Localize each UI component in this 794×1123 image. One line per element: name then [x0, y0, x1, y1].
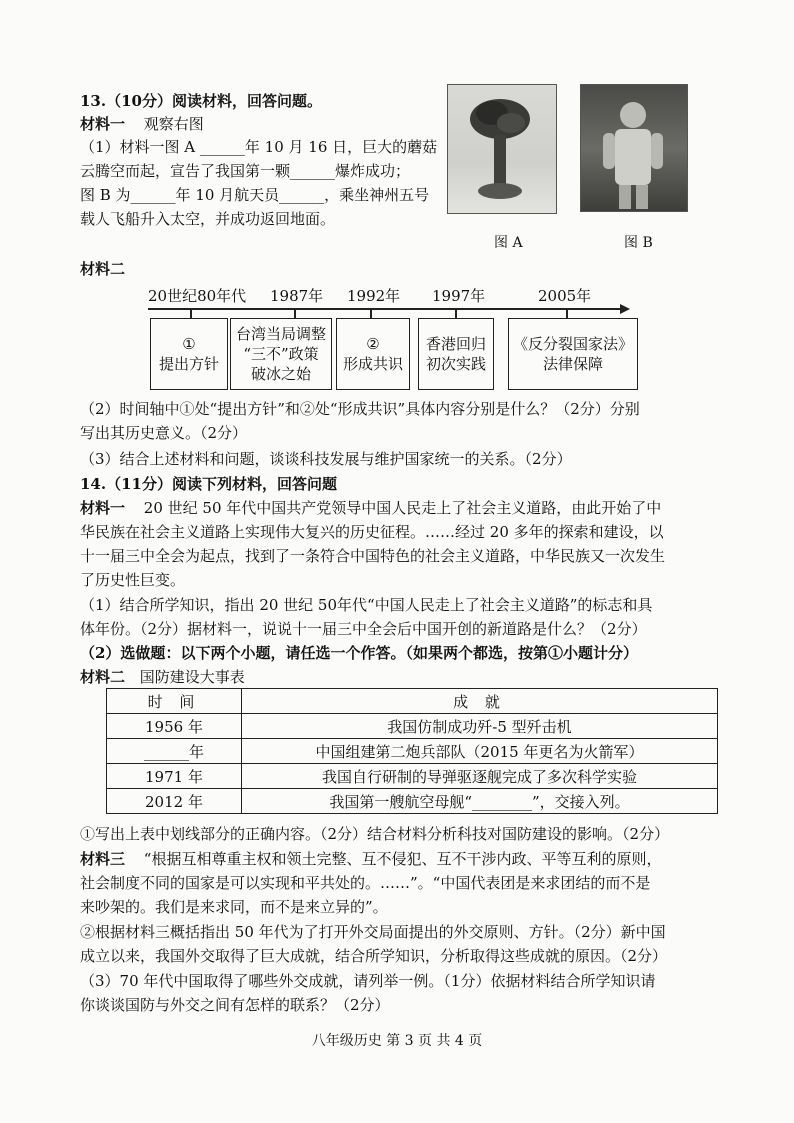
timeline-box-2	[230, 318, 332, 390]
timeline-box-4	[418, 318, 494, 390]
q14-material3-text: “根据互相尊重主权和领土完整、互不侵犯、互不干涉内政、平等互利的原则，	[143, 850, 662, 868]
q13-material1-text: 观察右图	[143, 115, 204, 133]
timeline-tick	[370, 309, 372, 318]
caption-figure-a: 图 A	[494, 235, 523, 251]
timeline-box-text: ②	[366, 335, 380, 353]
timeline-box-text: ①	[182, 335, 196, 353]
table-header-row	[107, 689, 718, 714]
table-cell: 我国第一艘航空母舰“________”，交接入列。	[242, 789, 718, 814]
timeline-box-5	[508, 318, 638, 390]
q14-sub2: （2）选做题：以下两个小题，请任选一个作答。（如果两个都选，按第①小题计分）	[80, 644, 638, 662]
q14-material1-label: 材料一	[80, 499, 126, 517]
timeline-tick	[566, 309, 568, 318]
q14-material2-title: 国防建设大事表	[139, 668, 245, 686]
table-cell: 1956 年	[107, 714, 242, 739]
timeline-year: 1987年	[270, 287, 324, 305]
q14-sub3-line1: （3）70 年代中国取得了哪些外交成就，请列举一例。（1分）依据材料结合所学知识请	[80, 972, 656, 990]
timeline	[0, 0, 794, 400]
table-row	[107, 764, 718, 789]
table-cell: 中国组建第二炮兵部队（2015 年更名为火箭军）	[242, 739, 718, 764]
timeline-box-text: “三不”政策	[243, 345, 319, 363]
q13-material2-label: 材料二	[80, 260, 126, 278]
q13-title: 13.（10分）阅读材料，回答问题。	[80, 92, 322, 110]
timeline-box-3	[336, 318, 410, 390]
q14-material1-text: 20 世纪 50 年代中国共产党领导中国人民走上了社会主义道路，由此开始了中	[143, 499, 662, 517]
table-cell: 2012 年	[107, 789, 242, 814]
q14-material1-line1	[80, 497, 661, 519]
timeline-tick	[190, 309, 192, 318]
q13-line3: 图 B 为______年 10 月航天员______，乘坐神州五号	[80, 186, 430, 204]
table-cell: 我国仿制成功歼-5 型歼击机	[242, 714, 718, 739]
q14-material3-line1	[80, 848, 661, 870]
caption-figure-b: 图 B	[624, 235, 653, 251]
q13-line1: （1）材料一图 A ______年 10 月 16 日，巨大的蘑菇	[80, 138, 438, 156]
q13-sub2-line2: 写出其历史意义。（2分）	[80, 424, 248, 442]
timeline-box-1	[150, 318, 228, 390]
q13-line4: 载人飞船升入太空，并成功返回地面。	[80, 210, 336, 228]
table-cell: ______年	[107, 739, 242, 764]
q14-option2-line1: ②根据材料三概括指出 50 年代为了打开外交局面提出的外交原则、方针。（2分）新中国	[80, 923, 666, 941]
table-cell: 1971 年	[107, 764, 242, 789]
timeline-tick	[455, 309, 457, 318]
q13-line2: 云腾空而起，宣告了我国第一颗______爆炸成功；	[80, 162, 411, 180]
timeline-year: 20世纪80年代	[148, 287, 247, 305]
timeline-box-text: 提出方针	[158, 355, 219, 373]
q14-material3-line2: 社会制度不同的国家是可以实现和平共处的。……”。“中国代表团是来求团结的而不是	[80, 874, 651, 892]
q14-material1-line4: 了历史性巨变。	[80, 571, 186, 589]
q14-option1: ①写出上表中划线部分的正确内容。（2分）结合材料分析科技对国防建设的影响。（2分）	[80, 825, 670, 843]
timeline-year: 1992年	[347, 287, 401, 305]
table-row	[107, 789, 718, 814]
table-header: 成 就	[242, 689, 718, 714]
page-footer: 八年级历史 第 3 页 共 4 页	[311, 1033, 483, 1049]
table-row	[107, 739, 718, 764]
timeline-box-text: 形成共识	[342, 355, 403, 373]
defense-events-table	[106, 688, 718, 814]
timeline-box-text: 台湾当局调整	[235, 325, 326, 343]
timeline-box-text: 《反分裂国家法》	[512, 335, 633, 353]
q14-sub3-line2: 你谈谈国防与外交之间有怎样的联系？（2分）	[80, 996, 390, 1014]
q14-title: 14.（11分）阅读下列材料，回答问题	[80, 475, 337, 493]
timeline-year: 2005年	[538, 287, 592, 305]
timeline-tick	[294, 309, 296, 318]
q14-option2-line2: 成立以来，我国外交取得了巨大成就，结合所学知识，分析取得这些成就的原因。（2分）	[80, 947, 668, 965]
timeline-year: 1997年	[432, 287, 486, 305]
q14-material1-line3: 十一届三中全会为起点，找到了一条符合中国特色的社会主义道路，中华民族又一次发生	[80, 547, 666, 565]
q14-material2	[80, 666, 245, 688]
table-row	[107, 714, 718, 739]
timeline-axis	[148, 308, 622, 310]
table-cell: 我国自行研制的导弹驱逐舰完成了多次科学实验	[242, 764, 718, 789]
timeline-box-text: 香港回归	[425, 335, 486, 353]
q14-material3-line3: 来吵架的。我们是来求同，而不是来立异的”。	[80, 898, 388, 916]
q14-material3-label: 材料三	[80, 850, 126, 868]
q13-sub2-line1: （2）时间轴中①处“提出方针”和②处“形成共识”具体内容分别是什么？（2分）分别	[80, 400, 640, 418]
q14-sub1-line1: （1）结合所学知识，指出 20 世纪 50年代“中国人民走上了社会主义道路”的标志和具	[80, 596, 653, 614]
timeline-arrow-icon	[620, 304, 630, 314]
q14-material1-line2: 华民族在社会主义道路上实现伟大复兴的历史征程。……经过 20 多年的探索和建设，以	[80, 523, 664, 541]
q13-sub3: （3）结合上述材料和问题，谈谈科技发展与维护国家统一的关系。（2分）	[80, 450, 572, 468]
q14-material2-label: 材料二	[80, 668, 126, 686]
timeline-box-text: 法律保障	[542, 355, 603, 373]
timeline-box-text: 初次实践	[425, 355, 486, 373]
timeline-box-text: 破冰之始	[250, 365, 311, 383]
q14-sub1-line2: 体年份。（2分）据材料一，说说十一届三中全会后中国开创的新道路是什么？（2分）	[80, 620, 647, 638]
q13-material1-label: 材料一	[80, 115, 126, 133]
table-header: 时 间	[107, 689, 242, 714]
